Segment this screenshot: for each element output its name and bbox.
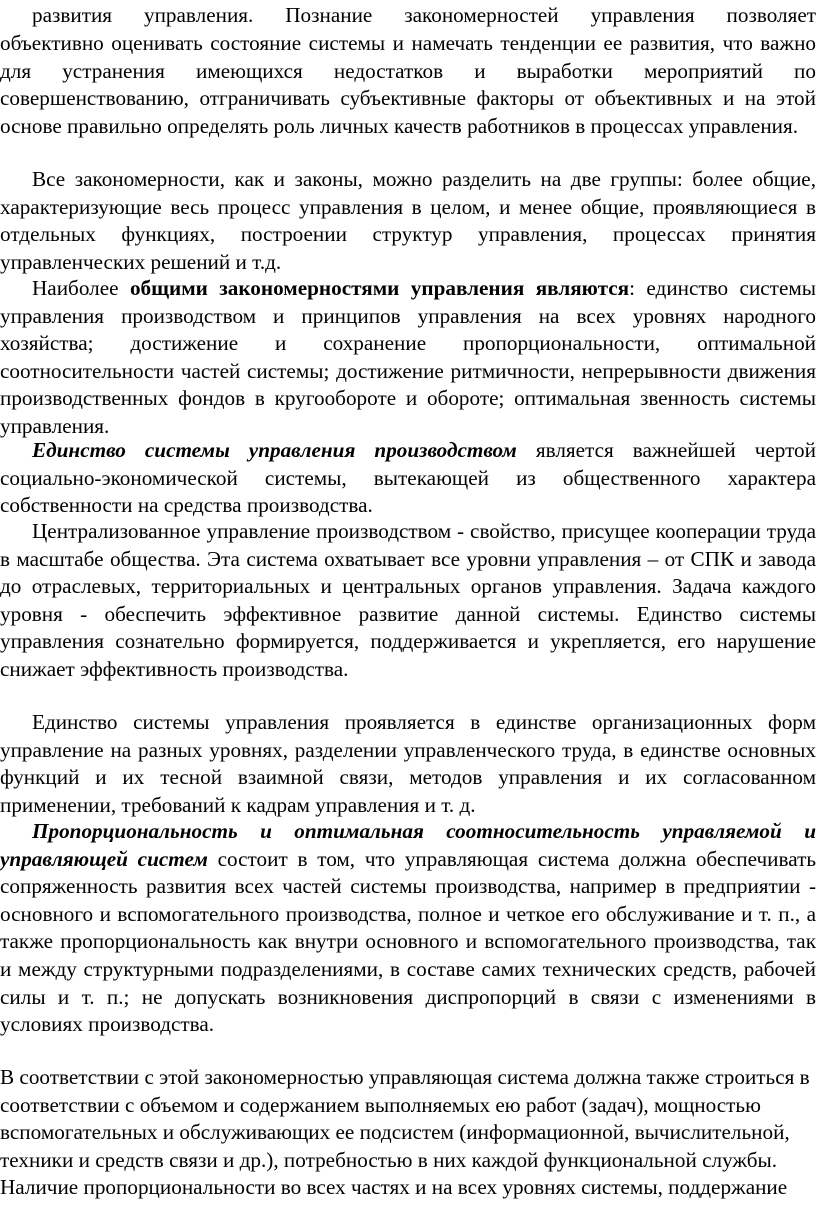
paragraph-4-text: является важнейшей чертой социально-экономической системы, вытекающей из общественного характера собственности на средства производства. bbox=[0, 438, 816, 518]
paragraph-3-lead: Наиболее bbox=[32, 276, 130, 300]
paragraph-4-term: Единство системы управления производством bbox=[32, 438, 517, 462]
paragraph-1-first-line: развития управления. Познание закономерностей управления позволяет bbox=[32, 3, 816, 27]
paragraph-4 bbox=[0, 437, 816, 520]
paragraph-3-text: : единство системы управления производством и принципов управления на всех уровнях народного хозяйства; достижение и сохранение пропорциональности, оптимальной соотносительности частей системы; достижение ритмичности, непрерывности движения производственных фондов в кругообороте и обороте; оптимальная звенность системы управления. bbox=[0, 276, 816, 438]
paragraph-3-bold-term: общими закономерностями управления являются bbox=[129, 276, 630, 300]
paragraph-3 bbox=[0, 275, 816, 441]
paragraph-8: В соответствии с этой закономерностью управляющая система должна также строиться в соответствии с объемом и содержанием выполняемых ею работ (задач), мощностью вспомогательных и обслуживающих ее подсистем (информационной, вычислительной, техники и средств связи и др.), потребностью в них каждой функциональной службы. Наличие пропорциональности во всех частях и на всех уровнях системы, поддержание bbox=[0, 1065, 810, 1200]
paragraph-7-text: состоит в том, что управляющая система должна обеспечивать сопряженность развития всех частей системы производства, например в предприятии - основного и вспомогательного производства, полное и четкое его обслуживание и т. п., а также пропорциональность как внутри основного и вспомогательного производства, так и между структурными подразделениями, в составе самих технических средств, рабочей силы и т. п.; не допускать возникновения диспропорций в связи с изменениями в условиях производства. bbox=[0, 846, 816, 1037]
paragraph-5: Централизованное управление производством - свойство, присущее кооперации труда в масштабе общества. Эта система охватывает все уровни управления – от СПК и завода до отраслевых, территориальных и центральных органов управления. Задача каждого уровня - обеспечить эффективное развитие данной системы. Единство системы управления сознательно формируется, поддерживается и укрепляется, его нарушение снижает эффективность производства. bbox=[0, 519, 816, 681]
paragraph-2: Все закономерности, как и законы, можно разделить на две группы: более общие, характеризующие весь процесс управления в целом, и менее общие, проявляющиеся в отдельных функциях, построении структур управления, процессах принятия управленческих решений и т.д. bbox=[0, 167, 816, 274]
paragraph-1 bbox=[0, 4, 816, 164]
paragraph-7-term: Пропорциональность и оптимальная соотносительность управляемой и управляющей систем bbox=[0, 819, 816, 871]
paragraph-7 bbox=[0, 818, 816, 1039]
paragraph-6: Единство системы управления проявляется в единстве организационных форм управление на разных уровнях, разделении управленческого труда, в единстве основных функций и их тесной взаимной связи, методов управления и их согласованном применении, требований к кадрам управления и т. д. bbox=[0, 710, 816, 817]
paragraph-1-body: объективно оценивать состояние системы и намечать тенденции ее развития, что важно для устранения имеющихся недостатков и выработки мероприятий по совершенствованию, отграничивать субъективные факторы от объективных и на этой основе правильно определять роль личных качеств работников в процессах управления. bbox=[0, 31, 816, 138]
